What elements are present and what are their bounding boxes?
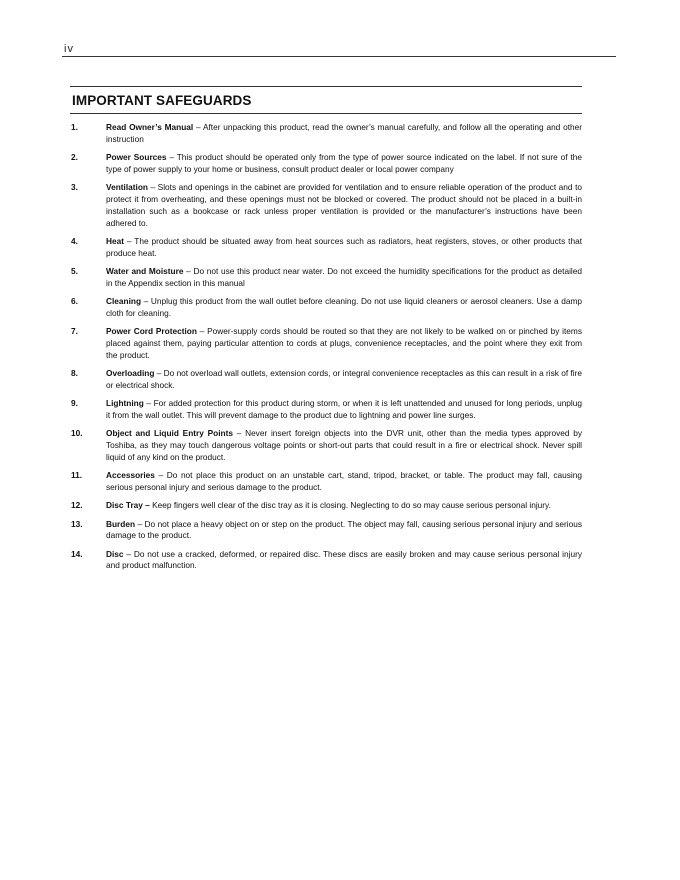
item-number: 4.: [71, 235, 78, 246]
item-number: 14.: [71, 548, 83, 559]
item-body: [106, 428, 582, 463]
item-text: – Do not place a heavy object on or step on the product. The object may fall, causing serious personal injury and serious damage to the product.: [106, 518, 582, 541]
list-item: [70, 266, 582, 290]
item-term: Water and Moisture: [106, 265, 184, 276]
page-number: iv: [64, 43, 74, 55]
item-number: 12.: [71, 500, 83, 511]
list-item: [70, 428, 582, 463]
item-number: 2.: [71, 152, 78, 163]
item-term: Read Owner’s Manual: [106, 122, 194, 132]
item-text: – After unpacking this product, read the owner’s manual carefully, and follow all the operating and other instruction: [106, 122, 582, 144]
item-body: [106, 500, 582, 512]
item-term: Disc Tray –: [106, 500, 150, 511]
item-text: – Never insert foreign objects into the DVR unit, other than the media types approved by Toshiba, as they may touch dangerous voltage points or short-out parts that could result in a fire or electrical shock. Never spill liquid of any kind on the product.: [106, 428, 583, 462]
item-text: – Do not place this product on an unstable cart, stand, tripod, bracket, or table. The product may fall, causing serious personal injury and serious damage to the product.: [106, 470, 582, 492]
item-term: Power Cord Protection: [106, 326, 197, 337]
item-term: Burden: [106, 518, 136, 529]
item-term: Accessories: [106, 470, 155, 481]
item-text: – For added protection for this product during storm, or when it is left unattended and unused for long periods, unplug it from the wall outlet. This will prevent damage to the product due to lightning and power line surges.: [106, 398, 582, 420]
item-body: [106, 122, 582, 146]
item-text: – This product should be operated only from the type of power source indicated on the label. If not sure of the type of power supply to your home or business, consult product dealer or local power company: [106, 152, 582, 174]
item-text: – The product should be situated away from heat sources such as radiators, heat registers, stoves, or other products that produce heat.: [106, 235, 582, 258]
item-text: – Do not use a cracked, deformed, or repaired disc. These discs are easily broken and may cause serious personal injury and product malfunction.: [106, 548, 582, 571]
item-body: [106, 326, 582, 361]
safeguards-list: [70, 122, 582, 572]
list-item: [70, 236, 582, 260]
list-item: [70, 326, 582, 361]
item-number: 3.: [71, 182, 78, 193]
header-rule: [62, 56, 616, 57]
item-body: [106, 549, 582, 573]
item-term: Power Sources: [106, 152, 167, 163]
item-number: 1.: [71, 122, 78, 132]
item-number: 9.: [71, 398, 78, 409]
item-text: – Do not use this product near water. Do not exceed the humidity specifications for the product as detailed in the Appendix section in this manual: [106, 265, 582, 288]
list-item: [70, 296, 582, 320]
list-item: [70, 519, 582, 543]
item-body: [106, 182, 582, 229]
item-text: Keep fingers well clear of the disc tray as it is closing. Neglecting to do so may cause serious personal injury.: [149, 500, 551, 511]
item-term: Object and Liquid Entry Points: [106, 428, 233, 439]
list-item: [70, 368, 582, 392]
item-body: [106, 398, 582, 422]
item-body: [106, 470, 582, 494]
item-text: – Slots and openings in the cabinet are provided for ventilation and to ensure reliable operation of the product and to protect it from overheating, and these openings must not be blocked or covered. The product should not be placed in a built-in installation such as a bookcase or rack unless proper ventilation is provided or the manufacturer’s instructions have been adhered to.: [106, 182, 582, 228]
item-number: 7.: [71, 326, 78, 337]
list-item: [70, 122, 582, 146]
section-title-block: [70, 86, 582, 114]
item-text: – Power-supply cords should be routed so that they are not likely to be walked on or pinched by items placed against them, paying particular attention to cords at plugs, convenience receptacles, and the point where they exit from the product.: [106, 326, 582, 360]
item-text: – Unplug this product from the wall outlet before cleaning. Do not use liquid cleaners or aerosol cleaners. Use a damp cloth for cleaning.: [106, 296, 582, 318]
item-body: [106, 519, 582, 543]
item-number: 6.: [71, 296, 78, 307]
list-item: [70, 500, 582, 512]
list-item: [70, 398, 582, 422]
item-body: [106, 296, 582, 320]
item-body: [106, 266, 582, 290]
item-text: – Do not overload wall outlets, extension cords, or integral convenience receptacles as this can result in a risk of fire or electrical shock.: [106, 368, 582, 390]
item-term: Lightning: [106, 398, 144, 409]
item-number: 8.: [71, 368, 78, 379]
section-title: IMPORTANT SAFEGUARDS: [72, 93, 252, 108]
item-number: 11.: [71, 470, 83, 481]
item-term: Disc: [106, 548, 124, 559]
item-term: Heat: [106, 235, 124, 246]
item-body: [106, 152, 582, 176]
list-item: [70, 182, 582, 229]
document-body: [70, 86, 582, 579]
list-item: [70, 470, 582, 494]
list-item: [70, 549, 582, 573]
item-number: 10.: [71, 428, 83, 439]
item-term: Ventilation: [106, 182, 148, 193]
list-item: [70, 152, 582, 176]
item-body: [106, 236, 582, 260]
item-body: [106, 368, 582, 392]
item-term: Overloading: [106, 368, 155, 379]
item-number: 5.: [71, 265, 78, 276]
item-number: 13.: [71, 518, 83, 529]
item-term: Cleaning: [106, 296, 142, 307]
